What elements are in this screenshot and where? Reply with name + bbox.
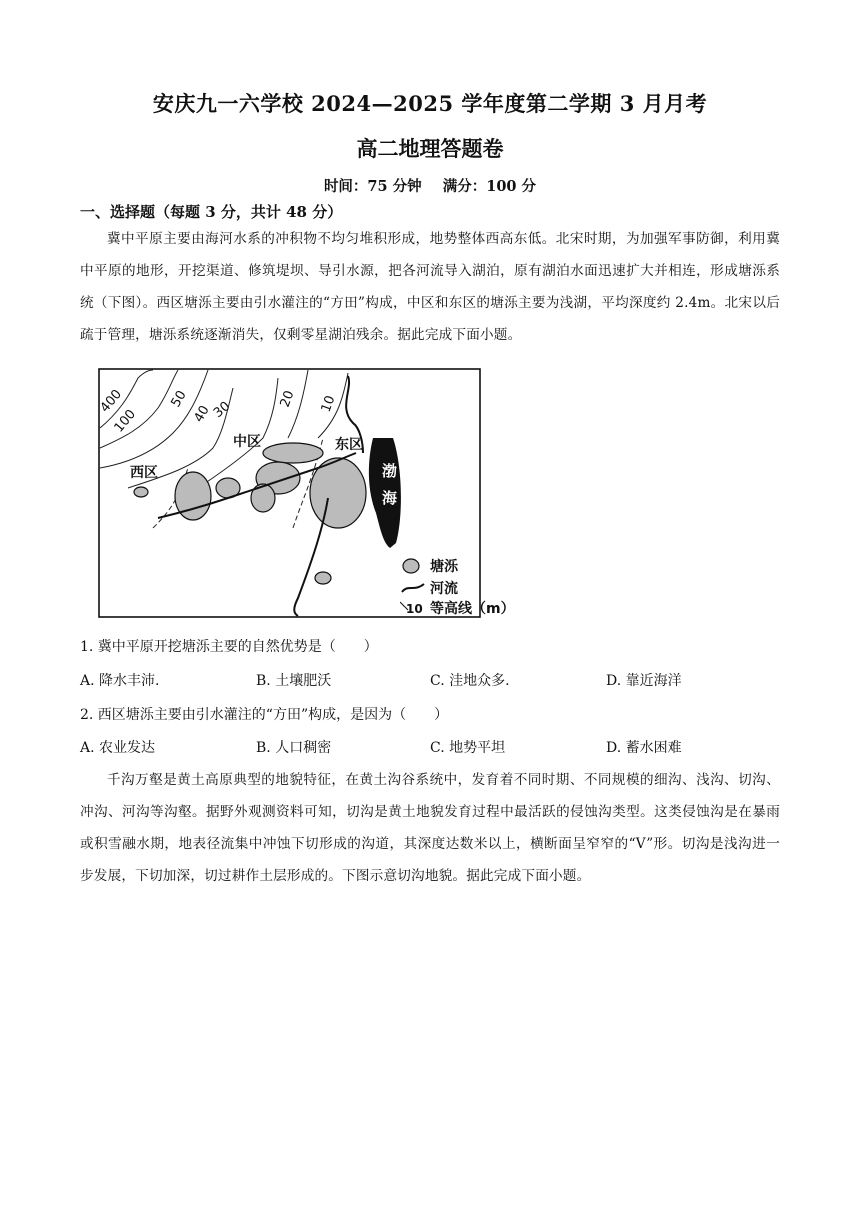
contour-label: 100: [111, 406, 140, 436]
contour-label: 30: [210, 398, 234, 422]
contour-label: 40: [191, 403, 213, 425]
sea-label-2: 海: [382, 489, 398, 507]
q2-option-b: B. 人口稠密: [256, 740, 332, 756]
exam-title: 安庆九一六学校 2024—2025 学年度第二学期 3 月月考: [152, 91, 708, 116]
passage-1: 冀中平原主要由海河水系的冲积物不均匀堆积形成，地势整体西高东低。北宋时期，为加强军事防御，利用冀中平原的地形，开挖渠道、修筑堤坝、导引水源，把各河流导入湖泊，原有湖泊水面迅速扩大并相连，形成塘泺系统（下图）。西区塘泺主要由引水灌注的“方田”构成，中区和东区的塘泺主要为浅湖，平均深度约 2.4m。北宋以后疏于管理，塘泺系统逐渐消失，仅剩零星湖泊残余。据此完成下面小题。: [80, 231, 780, 343]
region-label-west: 西区: [130, 465, 158, 481]
svg-text:10: 10: [406, 602, 423, 616]
contour-label: 50: [168, 388, 190, 410]
section-heading: 一、选择题（每题 3 分，共计 48 分）: [80, 203, 343, 221]
river-symbol-icon: [400, 578, 426, 598]
passage-2: 千沟万壑是黄土高原典型的地貌特征，在黄土沟谷系统中，发育着不同时期、不同规模的细沟、浅沟、切沟、冲沟、河沟等沟壑。据野外观测资料可知，切沟是黄土地貌发育过程中最活跃的侵蚀沟类型。这类侵蚀沟是在暴雨或积雪融水期，地表径流集中冲蚀下切形成的沟道，其深度达数米以上，横断面呈窄窄的“V”形。切沟是浅沟进一步发展，下切加深，切过耕作土层形成的。下图示意切沟地貌。据此完成下面小题。: [80, 772, 780, 884]
question-2-stem: 2. 西区塘泺主要由引水灌注的“方田”构成，是因为（ ）: [80, 707, 449, 723]
contour-label: 20: [277, 388, 298, 410]
contour-symbol-icon: [400, 598, 430, 618]
map-legend: 塘泺 河流 10 等高线（m）: [400, 554, 510, 618]
q2-option-c: C. 地势平坦: [430, 740, 506, 756]
exam-time: 时间：75 分钟: [323, 178, 422, 195]
sea-label-1: 渤: [382, 462, 398, 480]
exam-score: 满分：100 分: [442, 178, 537, 195]
q1-option-b: B. 土壤肥沃: [256, 673, 332, 689]
q1-option-d: D. 靠近海洋: [606, 673, 682, 689]
contour-label: 400: [98, 386, 126, 416]
region-label-east: 东区: [335, 437, 363, 453]
q1-option-c: C. 洼地众多.: [430, 673, 510, 689]
exam-info: [0, 175, 860, 196]
q1-option-a: A. 降水丰沛.: [80, 673, 160, 689]
q2-option-d: D. 蓄水困难: [606, 740, 682, 756]
lake-symbol-icon: [400, 556, 426, 576]
contour-label: 10: [318, 393, 339, 415]
question-1-stem: 1. 冀中平原开挖塘泺主要的自然优势是（ ）: [80, 639, 378, 655]
exam-subtitle: 高二地理答题卷: [356, 136, 504, 161]
q2-option-a: A. 农业发达: [80, 740, 156, 756]
region-label-middle: 中区: [233, 434, 261, 450]
